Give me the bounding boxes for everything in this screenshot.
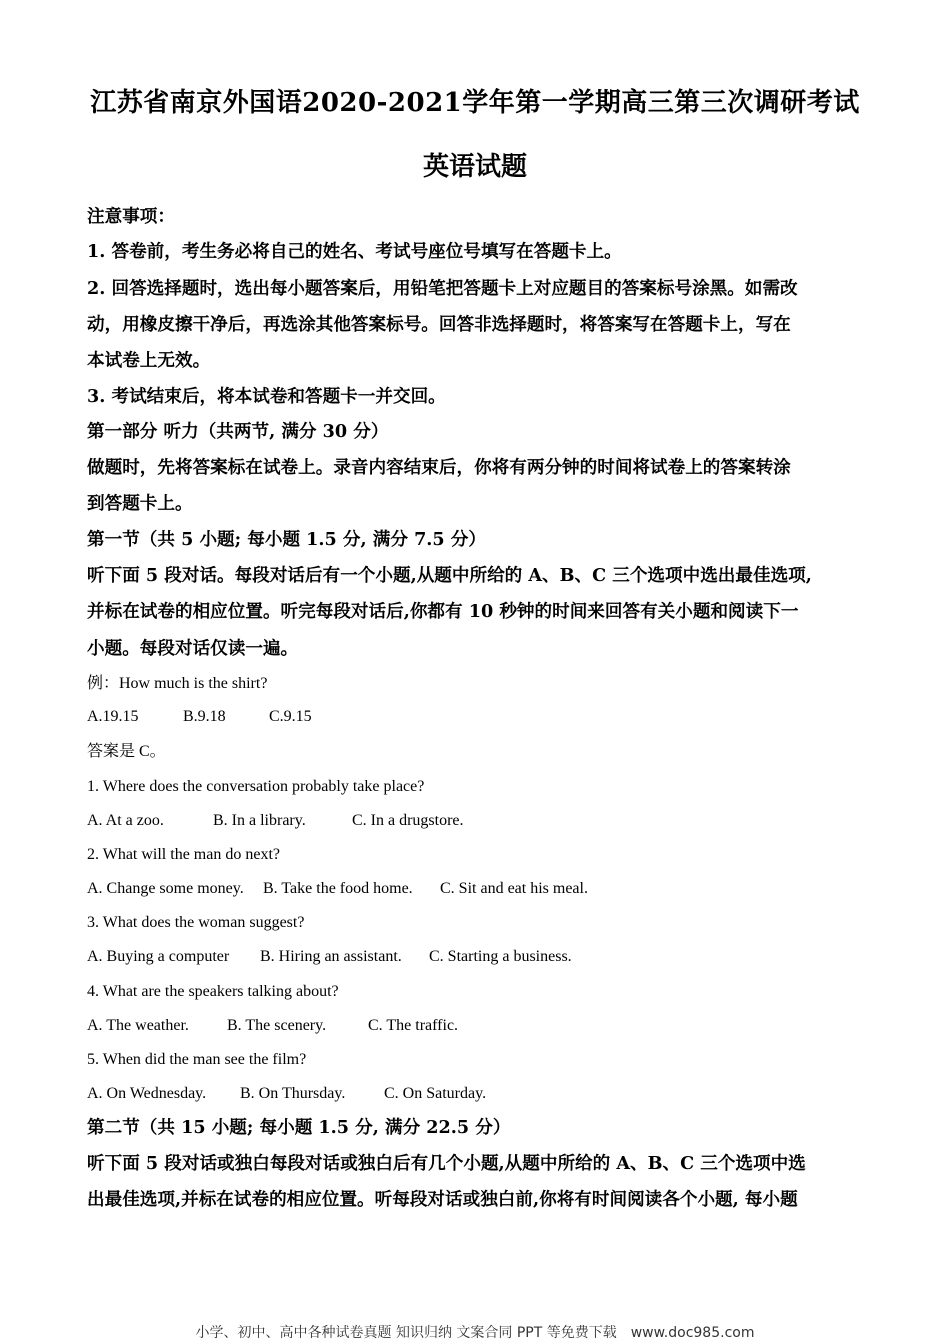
page-footer: 小学、初中、高中各种试卷真题 知识归纳 文案合同 PPT 等免费下载 www.doc985.com [195,1325,755,1341]
question-2-option-c: C. Sit and eat his meal. [440,880,588,897]
question-5: 5. When did the man see the film? [87,1051,307,1068]
notice-item-2-line-2: 动，用橡皮擦干净后，再选涂其他答案标号。回答非选择题时，将答案写在答题卡上，写在 [87,314,791,335]
question-1-option-c: C. In a drugstore. [352,812,464,829]
question-1-options [87,813,464,829]
question-1-option-a: A. At a zoo. [87,812,164,829]
section2-instruction-line-1: 听下面 5 段对话或独白每段对话或独白后有几个小题,从题中所给的 A、B、C 三个选项中选 [87,1153,806,1174]
section2-instruction-line-2: 出最佳选项,并标在试卷的相应位置。听每段对话或独白前,你将有时间阅读各个小题, 每小题 [87,1189,798,1210]
section1-instruction-line-3: 小题。每段对话仅读一遍。 [87,638,299,659]
section1-instruction-line-1: 听下面 5 段对话。每段对话后有一个小题,从题中所给的 A、B、C 三个选项中选出最佳选项, [87,565,812,586]
notice-item-2-line-3: 本试卷上无效。 [87,350,211,371]
question-5-option-a: A. On Wednesday. [87,1085,207,1102]
question-2: 2. What will the man do next? [87,846,280,863]
notice-item-1: 1. 答卷前，考生务必将自己的姓名、考试号座位号填写在答题卡上。 [87,241,622,262]
example-question: 例：How much is the shirt? [87,675,268,692]
example-options [87,709,312,725]
section2-heading: 第二节（共 15 小题; 每小题 1.5 分, 满分 22.5 分） [87,1117,511,1138]
document-title: 江苏省南京外国语2020-2021学年第一学期高三第三次调研考试 [90,88,860,118]
question-5-options [87,1086,486,1102]
example-option-c: C.9.15 [269,708,312,725]
part1-heading: 第一部分 听力（共两节, 满分 30 分） [87,421,389,442]
example-option-b: B.9.18 [183,708,226,725]
part1-instruction-line-2: 到答题卡上。 [87,493,193,514]
question-4-option-c: C. The traffic. [368,1017,459,1034]
question-4-option-b: B. The scenery. [227,1017,327,1034]
question-3-option-a: A. Buying a computer [87,948,230,965]
question-5-option-b: B. On Thursday. [240,1085,346,1102]
question-3-option-c: C. Starting a business. [429,948,572,965]
part1-instruction-line-1: 做题时，先将答案标在试卷上。录音内容结束后，你将有两分钟的时间将试卷上的答案转涂 [87,457,791,478]
example-answer: 答案是 C。 [87,743,166,760]
question-1: 1. Where does the conversation probably take place? [87,778,425,795]
question-5-option-c: C. On Saturday. [384,1085,487,1102]
question-4: 4. What are the speakers talking about? [87,983,339,1000]
document-subtitle: 英语试题 [422,152,527,182]
question-2-option-a: A. Change some money. [87,880,244,897]
notice-heading: 注意事项： [87,206,175,227]
question-4-option-a: A. The weather. [87,1017,189,1034]
question-2-option-b: B. Take the food home. [263,880,413,897]
section1-heading: 第一节（共 5 小题; 每小题 1.5 分, 满分 7.5 分） [87,529,486,550]
section1-instruction-line-2: 并标在试卷的相应位置。听完每段对话后,你都有 10 秒钟的时间来回答有关小题和阅读下一 [87,601,799,622]
question-3-options [87,949,572,965]
question-3-option-b: B. Hiring an assistant. [260,948,402,965]
example-option-a: A.19.15 [87,708,139,725]
question-2-options [87,881,588,897]
notice-item-3: 3. 考试结束后，将本试卷和答题卡一并交回。 [87,386,446,407]
question-4-options [87,1018,458,1034]
notice-item-2-line-1: 2. 回答选择题时，选出每小题答案后，用铅笔把答题卡上对应题目的答案标号涂黑。如需改 [87,278,798,299]
question-3: 3. What does the woman suggest? [87,914,305,931]
question-1-option-b: B. In a library. [213,812,306,829]
